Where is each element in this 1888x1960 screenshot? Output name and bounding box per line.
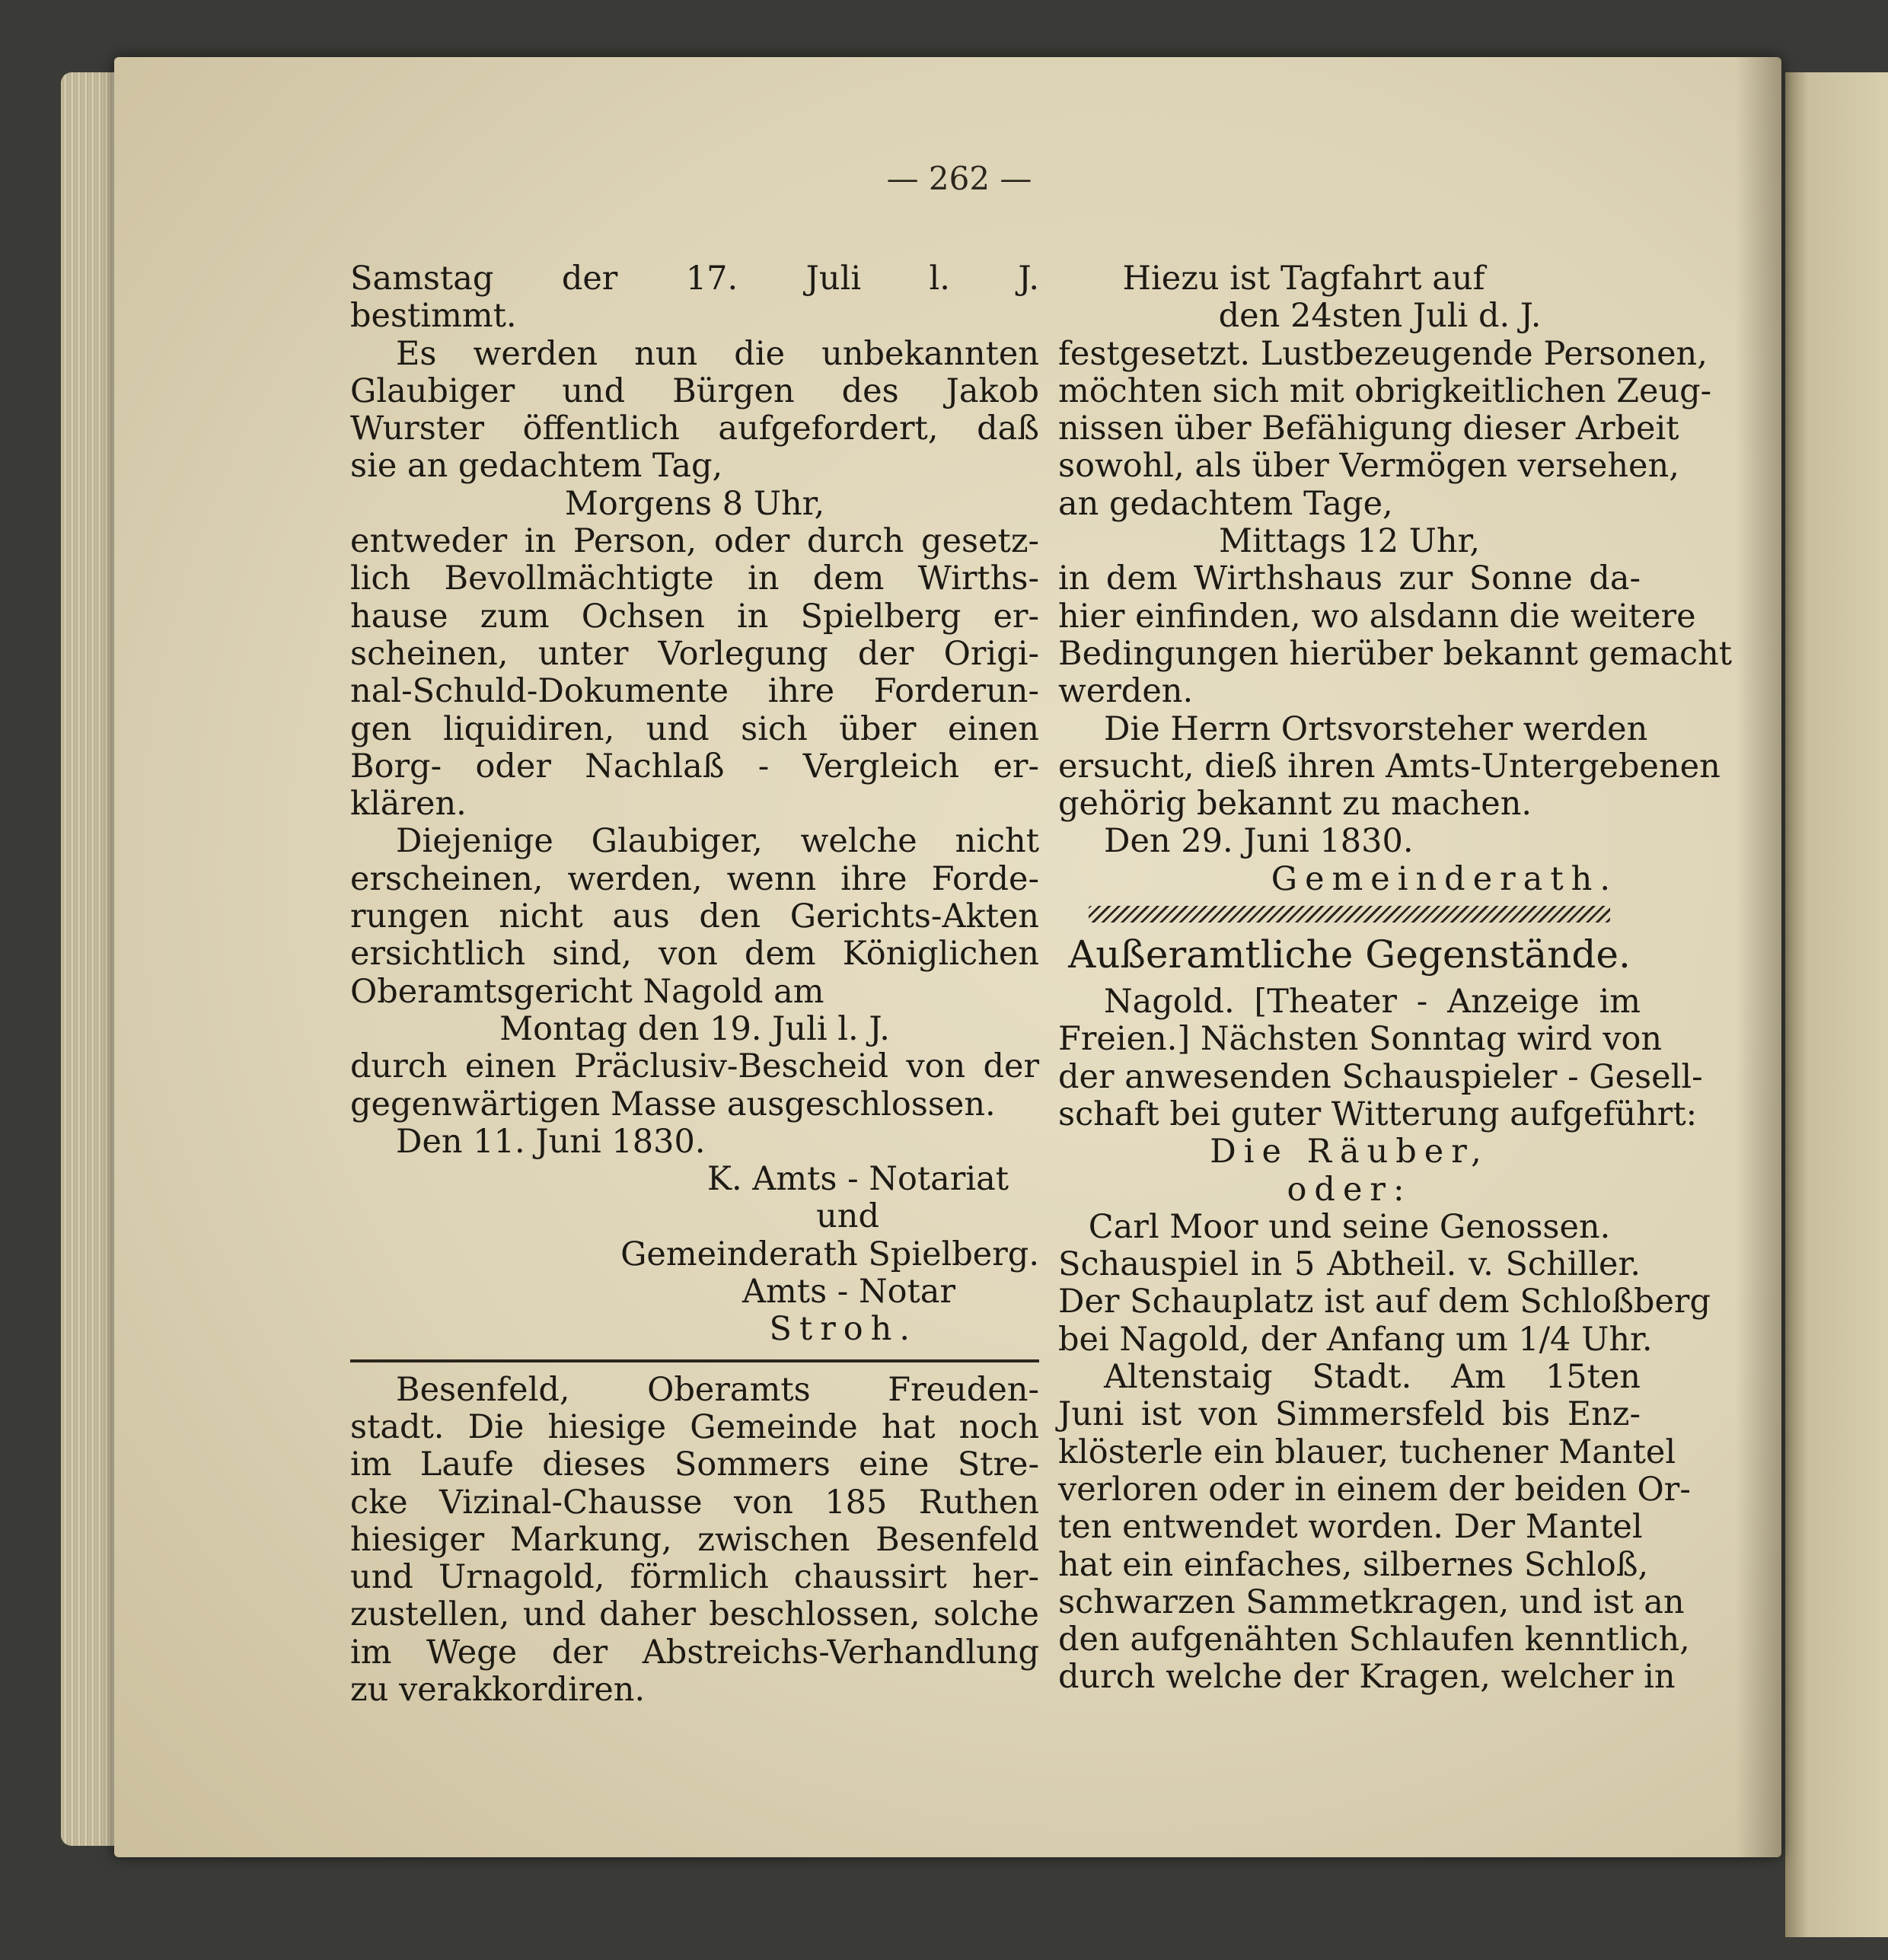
text-line: Freien.] Nächsten Sonntag wird von <box>1058 1020 1663 1059</box>
text-line: Bedingungen hierüber bekannt gemacht <box>1058 634 1733 673</box>
signature-line: Amts - Notar <box>741 1273 955 1311</box>
text-line: den aufgenähten Schlaufen kenntlich, <box>1058 1621 1690 1659</box>
text-line: Oberamtsgericht Nagold am <box>350 972 824 1011</box>
text-line: zu verakkordiren. <box>350 1670 646 1709</box>
text-line: Wurster öffentlich aufgefordert, daß <box>350 410 1039 448</box>
text-line: erscheinen, werden, wenn ihre Forde- <box>350 859 1039 898</box>
text-line: zustellen, und daher beschlossen, solche <box>350 1595 1039 1634</box>
text-line: ersichtlich sind, von dem Königlichen <box>350 935 1039 974</box>
date-line: Den 11. Juni 1830. <box>396 1122 706 1161</box>
text-line: durch einen Präclusiv-Bescheid von der <box>350 1047 1039 1086</box>
text-line: Mittags 12 Uhr, <box>1218 522 1481 561</box>
text-line: scheinen, unter Vorlegung der Origi- <box>350 634 1039 673</box>
text-line: sowohl, als über Vermögen versehen, <box>1058 447 1679 486</box>
text-line: gehörig bekannt zu machen. <box>1058 785 1532 824</box>
text-line: klären. <box>350 785 467 824</box>
text-line: stadt. Die hiesige Gemeinde hat noch <box>350 1407 1039 1446</box>
text-line: Glaubiger und Bürgen des Jakob <box>350 371 1039 410</box>
text-line: Morgens 8 Uhr, <box>564 484 825 523</box>
text-line: im Wege der Abstreichs-Verhandlung <box>350 1633 1039 1672</box>
text-line: Altenstaig Stadt. Am 15ten <box>1104 1358 1641 1397</box>
signature-line: K. Amts - Notariat <box>706 1160 1009 1199</box>
signature-line: Gemeinderath Spielberg. <box>620 1235 1039 1273</box>
text-line: Diejenige Glaubiger, welche nicht <box>396 822 1039 861</box>
text-line: Hiezu ist Tagfahrt auf <box>1122 260 1485 298</box>
text-line: durch welche der Kragen, welcher in <box>1058 1658 1676 1697</box>
text-line: bestimmt. <box>350 297 517 336</box>
text-line: und Urnagold, förmlich chaussirt her- <box>350 1558 1039 1597</box>
text-line: im Laufe dieses Sommers eine Stre- <box>350 1445 1039 1484</box>
text-line: klösterle ein blauer, tuchener Mantel <box>1058 1433 1676 1471</box>
text-line: den 24sten Juli d. J. <box>1218 297 1542 336</box>
text-line: nissen über Befähigung dieser Arbeit <box>1058 410 1679 448</box>
text-line: Besenfeld, Oberamts Freuden- <box>396 1370 1039 1409</box>
text-line: der anwesenden Schauspieler - Gesell- <box>1058 1057 1703 1096</box>
signature-line: Gemeinderath. <box>1271 859 1618 898</box>
text-line: ersucht, dieß ihren Amts-Untergebenen <box>1058 747 1721 786</box>
text-line: ten entwendet worden. Der Mantel <box>1058 1508 1643 1547</box>
text-line: Juni ist von Simmersfeld bis Enz- <box>1058 1395 1641 1434</box>
right-column <box>1058 260 1733 1697</box>
text-line: Borg- oder Nachlaß - Vergleich er- <box>350 747 1039 786</box>
text-line: nal-Schuld-Dokumente ihre Forderun- <box>350 672 1039 711</box>
text-line: hause zum Ochsen in Spielberg er- <box>350 597 1039 636</box>
text-line: hat ein einfaches, silbernes Schloß, <box>1058 1545 1649 1584</box>
text-line: möchten sich mit obrigkeitlichen Zeug- <box>1058 371 1712 410</box>
text-line: gegenwärtigen Masse ausgeschlossen. <box>350 1085 996 1123</box>
signature-line: und <box>816 1197 879 1236</box>
text-line: rungen nicht aus den Gerichts-Akten <box>350 897 1039 936</box>
wavy-divider <box>1089 906 1610 923</box>
page-gutter-shadow <box>1736 57 1781 1857</box>
section-divider <box>350 1359 1039 1362</box>
play-title: Die Räuber, <box>1210 1133 1489 1171</box>
text-line: verloren oder in einem der beiden Or- <box>1058 1470 1691 1509</box>
text-line: oder: <box>1287 1170 1412 1209</box>
text-line: Der Schauplatz ist auf dem Schloßberg <box>1058 1283 1711 1321</box>
text-line: werden. <box>1058 672 1194 711</box>
text-line: schwarzen Sammetkragen, und ist an <box>1058 1582 1685 1621</box>
play-subtitle: Carl Moor und seine Genossen. <box>1088 1207 1611 1246</box>
signature-line: Stroh. <box>769 1310 917 1349</box>
date-line: Den 29. Juni 1830. <box>1104 822 1414 861</box>
left-column <box>350 260 1039 1709</box>
text-line: sie an gedachtem Tag, <box>350 447 723 486</box>
text-line: gen liquidiren, und sich über einen <box>350 709 1039 748</box>
text-line: in dem Wirthshaus zur Sonne da- <box>1058 559 1641 598</box>
text-line: hiesiger Markung, zwischen Besenfeld <box>350 1520 1039 1559</box>
section-heading: Außeramtliche Gegenstände. <box>1068 932 1631 977</box>
text-line: Montag den 19. Juli l. J. <box>499 1009 890 1048</box>
text-line: Es werden nun die unbekannten <box>396 334 1039 373</box>
text-line: Samstag der 17. Juli l. J. <box>350 260 1039 298</box>
text-line: cke Vizinal-Chausse von 185 Ruthen <box>350 1483 1039 1522</box>
text-line: Nagold. [Theater - Anzeige im <box>1104 983 1641 1021</box>
text-line: Schauspiel in 5 Abtheil. v. Schiller. <box>1058 1245 1641 1284</box>
text-line: Die Herrn Ortsvorsteher werden <box>1104 709 1648 748</box>
text-line: an gedachtem Tage, <box>1058 484 1393 523</box>
text-line: hier einfinden, wo alsdann die weitere <box>1058 597 1696 636</box>
text-line: bei Nagold, der Anfang um 1/4 Uhr. <box>1058 1320 1653 1359</box>
text-line: entweder in Person, oder durch gesetz- <box>350 522 1039 561</box>
text-line: schaft bei guter Witterung aufgeführt: <box>1058 1095 1698 1133</box>
text-line: festgesetzt. Lustbezeugende Personen, <box>1058 334 1708 373</box>
page-number: — 262 — <box>886 160 1032 197</box>
facing-page-edge <box>1785 72 1888 1937</box>
text-line: lich Bevollmächtigte in dem Wirths- <box>350 559 1039 598</box>
